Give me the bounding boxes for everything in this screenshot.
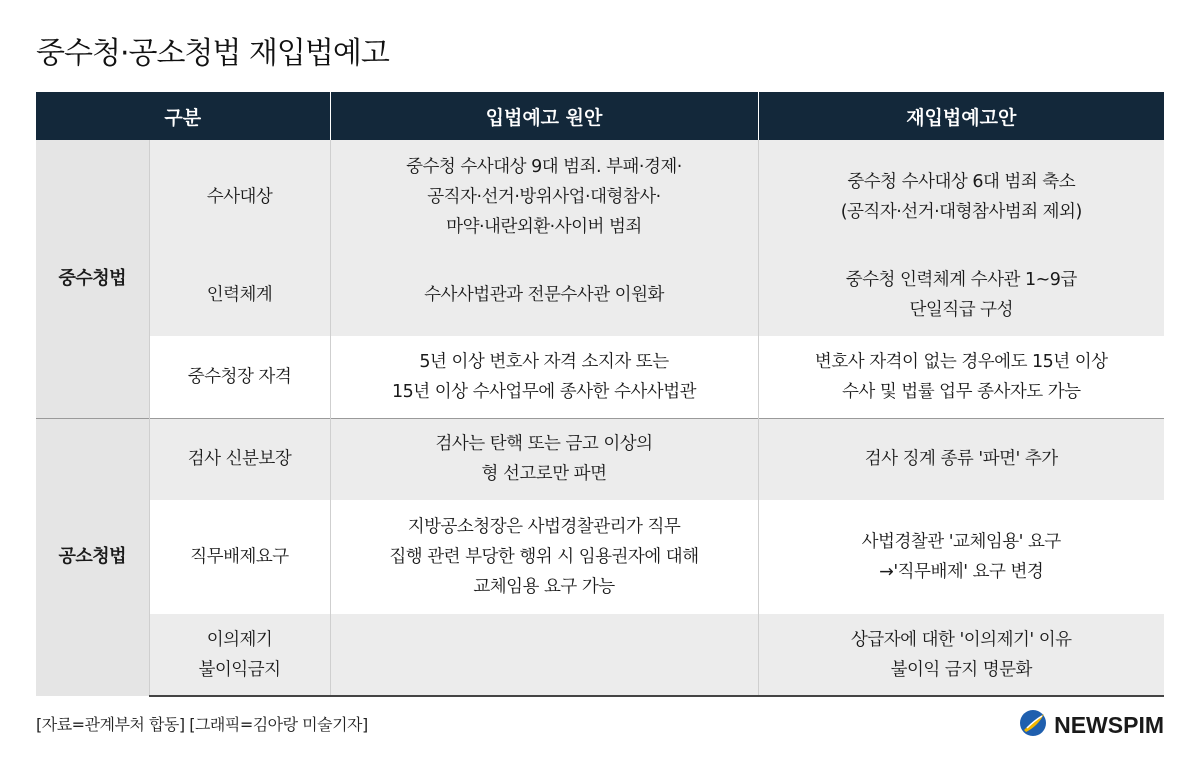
row-original-line: 수사사법관과 전문수사관 이원화 [424, 285, 664, 305]
row-revised-line: →'직무배제' 요구 변경 [879, 562, 1044, 582]
row-revised-line: 사법경찰관 '교체임용' 요구 [861, 532, 1061, 552]
row-revised [758, 336, 1164, 418]
row-original-line: 형 선고로만 파면 [481, 464, 607, 485]
row-revised [758, 254, 1164, 336]
logo-wordmark: NEWSPIM [1054, 711, 1164, 738]
page-title: 중수청·공소청법 재입법예고 [36, 36, 389, 71]
row-item-line: 이의제기 [206, 629, 273, 650]
row-revised-line: 단일직급 구성 [909, 300, 1013, 320]
row-original [330, 254, 758, 336]
row-item [149, 500, 330, 614]
row-item [149, 336, 330, 418]
row-original-line: 15년 이상 수사업무에 종사한 수사사법관 [392, 381, 696, 402]
row-revised [758, 500, 1164, 614]
row-original-line: 교체임용 요구 가능 [473, 577, 615, 597]
row-item [149, 140, 330, 254]
row-original [330, 140, 758, 254]
group-label-g2: 공소청법 [36, 418, 149, 696]
header-original: 입법예고 원안 [330, 92, 758, 140]
row-original-line: 지방공소청장은 사법경찰관리가 직무 [407, 517, 681, 537]
row-revised-line: (공직자·선거·대형참사범죄 제외) [840, 202, 1082, 222]
source-credit: [자료=관계부처 합동] [그래픽=김아랑 미술기자] [36, 715, 368, 734]
row-original-line: 마약·내란외환·사이버 범죄 [446, 217, 642, 237]
row-item [149, 254, 330, 336]
row-item-line: 수사대상 [206, 187, 273, 207]
row-original-line: 5년 이상 변호사 자격 소지자 또는 [419, 351, 669, 372]
row-revised-line: 중수청 수사대상 6대 범죄 축소 [847, 172, 1076, 192]
row-revised-line: 검사 징계 종류 '파면' 추가 [864, 449, 1058, 470]
row-revised [758, 614, 1164, 696]
table-row [36, 336, 1164, 418]
row-revised-line: 불이익 금지 명문화 [890, 659, 1032, 680]
row-revised-line: 중수청 인력체계 수사관 1~9급 [845, 270, 1077, 290]
header-category: 구분 [36, 92, 330, 140]
row-original-line: 공직자·선거·방위사업·대형참사· [427, 187, 661, 207]
header-revised: 재입법예고안 [758, 92, 1164, 140]
row-original-line: 검사는 탄핵 또는 금고 이상의 [435, 434, 653, 455]
row-item [149, 418, 330, 500]
row-item-line: 인력체계 [206, 285, 273, 305]
row-item-line: 직무배제요구 [190, 547, 289, 567]
row-original [330, 418, 758, 500]
table-row [36, 140, 1164, 254]
row-revised [758, 418, 1164, 500]
row-item-line: 불이익금지 [198, 659, 281, 680]
newspim-logo [1018, 708, 1164, 742]
table-row [36, 254, 1164, 336]
row-item-line: 중수청장 자격 [187, 366, 292, 387]
table-row [36, 418, 1164, 500]
table-row [36, 500, 1164, 614]
group-label-g1: 중수청법 [36, 140, 149, 418]
row-original-empty [330, 614, 758, 696]
row-original-line: 집행 관련 부당한 행위 시 임용권자에 대해 [389, 547, 699, 567]
table-row [36, 614, 1164, 696]
table-header-row [36, 92, 1164, 140]
row-item [149, 614, 330, 696]
newspim-swoosh-icon [1018, 708, 1048, 742]
row-original-line: 중수청 수사대상 9대 범죄. 부패·경제· [406, 157, 682, 177]
row-revised-line: 변호사 자격이 없는 경우에도 15년 이상 [814, 351, 1108, 372]
row-revised-line: 상급자에 대한 '이의제기' 이유 [850, 629, 1072, 650]
row-revised [758, 140, 1164, 254]
comparison-table [36, 92, 1164, 697]
row-revised-line: 수사 및 법률 업무 종사자도 가능 [841, 381, 1081, 402]
row-item-line: 검사 신분보장 [187, 449, 292, 470]
row-original [330, 500, 758, 614]
row-original [330, 336, 758, 418]
